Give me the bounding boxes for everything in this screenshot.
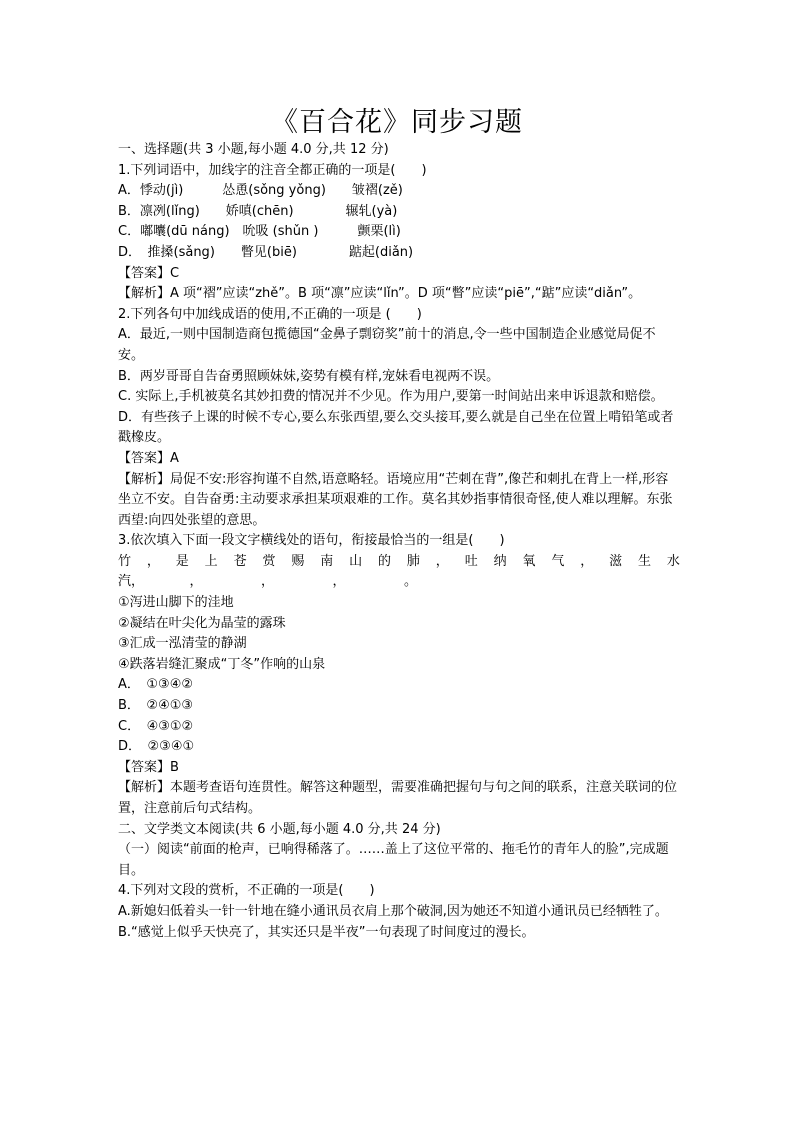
question-3-item-1: ①泻进山脚下的洼地 [118, 595, 234, 611]
passage-char: 南 [320, 553, 334, 569]
question-3-option-d: D． ②③④① [118, 739, 195, 755]
passage-char: 水 [666, 553, 680, 569]
question-1-option-c: C．嘟囔(dū náng) 吮吸 (shǔn ) 颤栗(lì) [118, 224, 401, 240]
passage-char: ， [435, 553, 449, 569]
question-3-answer: 【答案】B [118, 759, 179, 775]
document-body [118, 140, 680, 943]
passage-char: 上 [204, 553, 218, 569]
question-1-analysis: 【解析】A 项“褶”应读“zhě”。B 项“凛”应读“lǐn”。D 项“瞥”应读“piē”,“踮”应读“diǎn”。 [118, 286, 642, 302]
passage-char: 氧 [522, 553, 536, 569]
question-1-stem: 1.下列词语中，加线字的注音全都正确的一项是( ) [118, 162, 427, 178]
question-3-passage-line-1 [118, 552, 680, 573]
passage-char: 吐 [464, 553, 478, 569]
passage-char: 肺 [406, 553, 420, 569]
question-3-passage-line-2: 汽， ， ， ， 。 [118, 574, 418, 590]
passage-char: 竹 [118, 553, 132, 569]
question-2-analysis: 【解析】局促不安:形容拘谨不自然,语意略轻。语境应用“芒刺在背”,像芒和刺扎在背上一样,形容坐立不安。自告奋勇:主动要求承担某项艰难的工作。莫名其妙指事情很奇怪,使人难以理解。东张西望:向四处张望的意思。 [118, 471, 673, 528]
question-4-option-a: A.新媳妇低着头一针一针地在缝小通讯员衣肩上那个破洞,因为她还不知道小通讯员已经牺牲了。 [118, 903, 668, 919]
question-3-option-a: A． ①③④② [118, 677, 194, 693]
passage-char: ， [146, 553, 160, 569]
passage-char: 苍 [233, 553, 247, 569]
question-4-option-b: B.“感觉上似乎天快亮了，其实还只是半夜”一句表现了时间度过的漫长。 [118, 924, 535, 940]
passage-char: 滋 [609, 553, 623, 569]
reading-intro: （一）阅读“前面的枪声，已响得稀落了。……盖上了这位平常的、拖毛竹的青年人的脸”,完成题目。 [118, 842, 669, 878]
question-2-stem: 2.下列各句中加线成语的使用,不正确的一项是 ( ) [118, 306, 422, 322]
passage-char: 是 [175, 553, 189, 569]
section-header: 一、选择题(共 3 小题,每小题 4.0 分,共 12 分) [118, 142, 389, 157]
question-2-option-a: A．最近,一则中国制造商包揽德国“金鼻子剽窃奖”前十的消息,令一些中国制造企业感觉局促不安。 [118, 327, 656, 363]
passage-char: 山 [349, 553, 363, 569]
question-3-stem: 3.依次填入下面一段文字横线处的语句，衔接最恰当的一组是( ) [118, 533, 505, 549]
question-1-option-a: A．悸动(jì) 怂恿(sǒng yǒng) 皱褶(zě) [118, 183, 403, 199]
question-3-item-2: ②凝结在叶尖化为晶莹的露珠 [118, 615, 286, 631]
passage-char: 赏 [262, 553, 276, 569]
question-1-option-b: B．凛冽(lǐng) 娇嗔(chēn) 辗轧(yà) [118, 203, 398, 219]
question-3-option-c: C． ④③①② [118, 718, 194, 734]
passage-char: 气 [551, 553, 565, 569]
question-1-answer: 【答案】C [118, 265, 180, 281]
question-2-answer: 【答案】A [118, 450, 179, 466]
question-3-option-b: B． ②④①③ [118, 698, 194, 714]
question-4-stem: 4.下列对文段的赏析，不正确的一项是( ) [118, 883, 375, 899]
question-1-option-d: D． 推搡(sǎng) 瞥见(biē) 踮起(diǎn) [118, 244, 414, 260]
passage-char: 生 [638, 553, 652, 569]
question-3-item-3: ③汇成一泓清莹的静湖 [118, 636, 247, 652]
passage-char: 纳 [493, 553, 507, 569]
passage-char: ， [580, 553, 594, 569]
question-2-option-d: D．有些孩子上课的时候不专心,要么东张西望,要么交头接耳,要么就是自己坐在位置上啃铅笔或者戳橡皮。 [118, 409, 674, 446]
question-3-analysis: 【解析】本题考查语句连贯性。解答这种题型，需要准确把握句与句之间的联系，注意关联词的位置，注意前后句式结构。 [118, 780, 678, 816]
section-header: 二、文学类文本阅读(共 6 小题,每小题 4.0 分,共 24 分) [118, 821, 441, 837]
passage-char: 赐 [291, 553, 305, 569]
page-title: 《百合花》同步习题 [271, 107, 523, 138]
question-3-item-4: ④跌落岩缝汇聚成“丁冬”作响的山泉 [118, 656, 326, 672]
question-2-option-c: C. 实际上,手机被莫名其妙扣费的情况并不少见。作为用户,要第一时间站出来申诉退款和赔偿。 [118, 389, 664, 405]
question-2-option-b: B．两岁哥哥自告奋勇照顾妹妹,姿势有模有样,宠妹看电视两不误。 [118, 368, 500, 384]
passage-char: 的 [378, 553, 392, 569]
